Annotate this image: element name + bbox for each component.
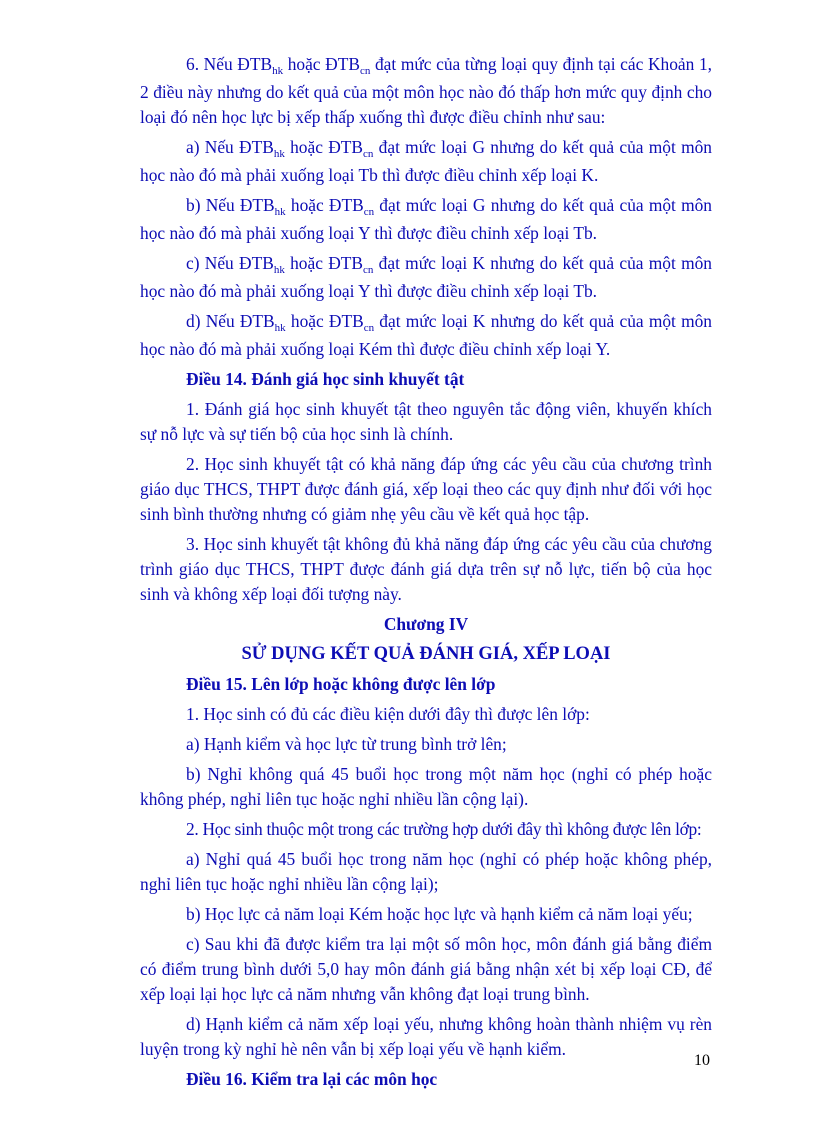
paragraph-6c: c) Nếu $ĐTB_{hk}$ hoặc $ĐTB_{cn}$ đạt mức loại K nhưng do kết quả của một môn học nào đó mà phải xuống loại Y thì được điều chỉnh xếp loại Tb.: [140, 253, 712, 301]
article-14-item-3: 3. Học sinh khuyết tật không đủ khả năng đáp ứng các yêu cầu của chương trình giáo dục THCS, THPT được đánh giá dựa trên sự nỗ lực, tiến bộ của học sinh và không xếp loại đối tượng này.: [140, 534, 712, 604]
article-14-item-2: 2. Học sinh khuyết tật có khả năng đáp ứng các yêu cầu của chương trình giáo dục THCS, THPT được đánh giá, xếp loại theo các quy định như đối với học sinh bình thường nhưng có giảm nhẹ yêu cầu về kết quả học tập.: [140, 454, 712, 524]
article-15-item-2b: b) Học lực cả năm loại Kém hoặc học lực và hạnh kiểm cả năm loại yếu;: [186, 904, 693, 924]
paragraph-6a: a) Nếu $ĐTB_{hk}$ hoặc $ĐTB_{cn}$ đạt mức loại G nhưng do kết quả của một môn học nào đó mà phải xuống loại Tb thì được điều chỉnh xếp loại K.: [140, 137, 712, 185]
document-page: [140, 52, 712, 1097]
paragraph-6d: d) Nếu $ĐTB_{hk}$ hoặc $ĐTB_{cn}$ đạt mức loại K nhưng do kết quả của một môn học nào đó mà phải xuống loại Kém thì được điều chỉnh xếp loại Y.: [140, 311, 713, 359]
article-16-title: Điều 16. Kiểm tra lại các môn học: [186, 1069, 438, 1089]
article-15-item-2a: a) Nghỉ quá 45 buổi học trong năm học (nghỉ có phép hoặc không phép, nghỉ liên tục hoặc nghỉ nhiều lần cộng lại);: [140, 849, 712, 894]
article-15-item-2c: c) Sau khi đã được kiểm tra lại một số môn học, môn đánh giá bằng điểm có điểm trung bình dưới 5,0 hay môn đánh giá bằng nhận xét bị xếp loại CĐ, để xếp loại lại học lực cả năm nhưng vẫn không đạt loại trung bình.: [140, 934, 712, 1004]
article-15-item-2d: d) Hạnh kiểm cả năm xếp loại yếu, nhưng không hoàn thành nhiệm vụ rèn luyện trong kỳ nghỉ hè nên vẫn bị xếp loại yếu về hạnh kiểm.: [140, 1014, 712, 1059]
chapter-label: Chương IV: [383, 614, 469, 634]
article-14-title: Điều 14. Đánh giá học sinh khuyết tật: [186, 369, 465, 389]
article-15-item-1: 1. Học sinh có đủ các điều kiện dưới đây thì được lên lớp:: [186, 704, 590, 724]
paragraph-6b: b) Nếu $ĐTB_{hk}$ hoặc $ĐTB_{cn}$ đạt mức loại G nhưng do kết quả của một môn học nào đó mà phải xuống loại Y thì được điều chỉnh xếp loại Tb.: [140, 195, 713, 243]
article-15-title: Điều 15. Lên lớp hoặc không được lên lớp: [186, 674, 496, 694]
paragraph-6: 6. Nếu $ĐTB_{hk}$ hoặc $ĐTB_{cn}$ đạt mức của từng loại quy định tại các Khoản 1, 2 điều này nhưng do kết quả của một môn học nào đó thấp hơn mức quy định cho loại đó nên học lực bị xếp thấp xuống thì được điều chỉnh như sau:: [140, 54, 712, 127]
article-14-item-1: 1. Đánh giá học sinh khuyết tật theo nguyên tắc động viên, khuyến khích sự nỗ lực và sự tiến bộ của học sinh là chính.: [140, 399, 712, 444]
article-15-item-2: 2. Học sinh thuộc một trong các trường hợp dưới đây thì không được lên lớp:: [186, 819, 702, 839]
article-15-item-1a: a) Hạnh kiểm và học lực từ trung bình trở lên;: [186, 734, 507, 754]
article-15-item-1b: b) Nghỉ không quá 45 buổi học trong một năm học (nghỉ có phép hoặc không phép, nghỉ liên tục hoặc nghỉ nhiều lần cộng lại).: [140, 764, 712, 809]
page-number: 10: [694, 1052, 710, 1069]
chapter-title: SỬ DỤNG KẾT QUẢ ĐÁNH GIÁ, XẾP LOẠI: [241, 644, 611, 664]
